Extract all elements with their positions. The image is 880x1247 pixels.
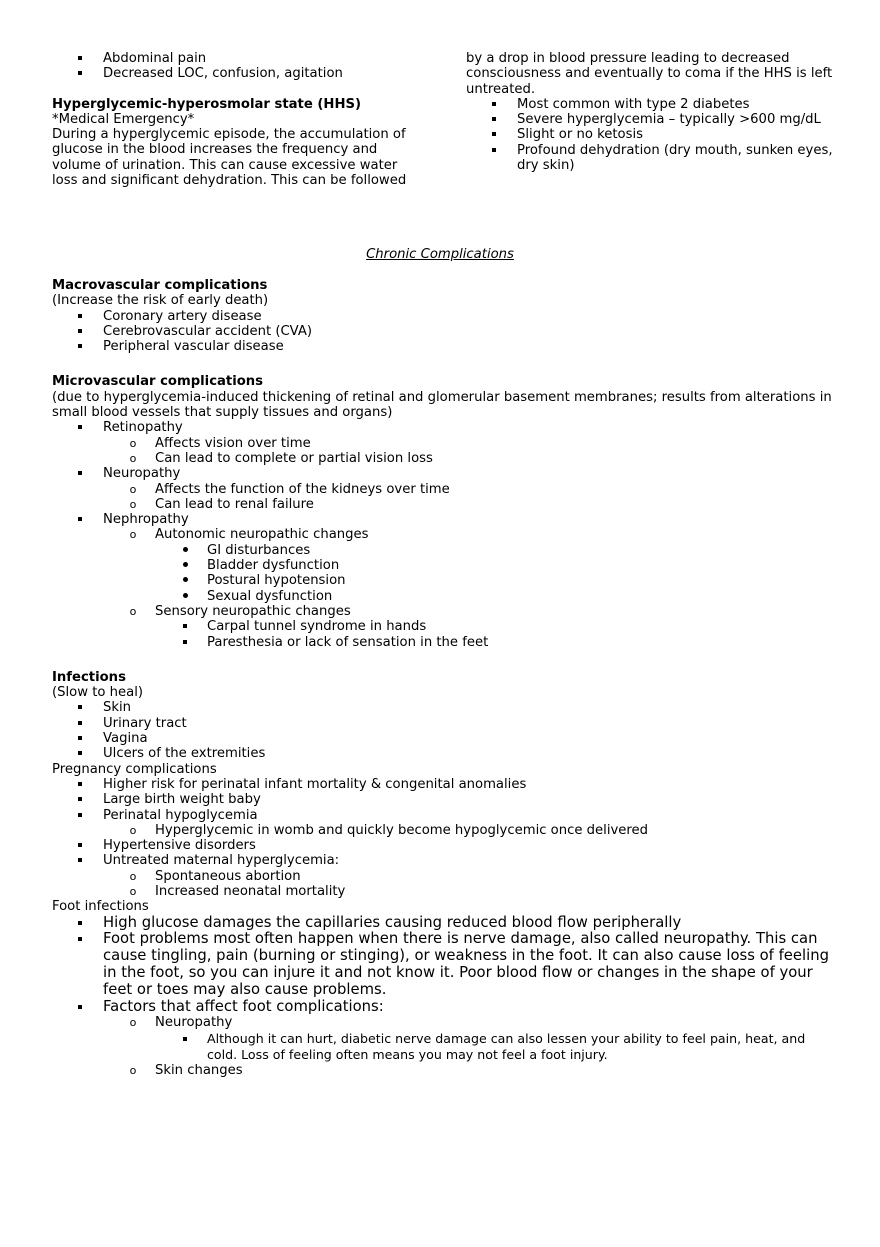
list-item: Large birth weight baby	[52, 792, 832, 807]
list-item: Higher risk for perinatal infant mortality & congenital anomalies	[52, 777, 832, 792]
list-item: o Increased neonatal mortality	[129, 883, 346, 899]
list-item: Nephropathy	[52, 512, 832, 527]
list-item: GI disturbances	[52, 543, 832, 558]
list-item: Skin	[52, 700, 832, 715]
list-item: Hypertensive disorders	[52, 838, 832, 853]
foot-list	[52, 915, 832, 1078]
list-item: Neuropathy	[52, 466, 832, 481]
macro-list	[52, 309, 832, 355]
list-item: Perinatal hypoglycemia	[52, 808, 832, 823]
list-item: Postural hypotension	[52, 573, 832, 588]
list-item: Coronary artery disease	[52, 309, 832, 324]
left-column	[52, 51, 408, 188]
list-item: Although it can hurt, diabetic nerve damage can also lessen your ability to feel pain, heat, and cold. Loss of feeling often means you may not feel a foot injury.	[52, 1031, 832, 1063]
infections-heading: Infections	[52, 669, 126, 685]
list-item: o Can lead to complete or partial vision loss	[129, 450, 433, 466]
micro-heading: Microvascular complications	[52, 374, 264, 390]
section-title: Chronic Complications	[366, 247, 514, 262]
infections-note: (Slow to heal)	[52, 685, 144, 701]
list-item: Slight or no ketosis	[466, 127, 836, 142]
hhs-paragraph-continued: by a drop in blood pressure leading to decreased consciousness and eventually to coma if the HHS is left untreated.	[466, 51, 833, 97]
list-item: Carpal tunnel syndrome in hands	[52, 619, 832, 634]
list-item: Urinary tract	[52, 716, 832, 731]
hhs-note: *Medical Emergency*	[52, 111, 195, 127]
list-item: o Affects vision over time	[129, 435, 311, 451]
list-item: Ulcers of the extremities	[52, 746, 832, 761]
hhs-heading: Hyperglycemic-hyperosmolar state (HHS)	[52, 96, 362, 112]
list-item: High glucose damages the capillaries causing reduced blood flow peripherally	[52, 915, 832, 932]
list-item: o Autonomic neuropathic changes	[129, 527, 369, 543]
infections-list	[52, 700, 832, 761]
hhs-list	[466, 97, 836, 173]
right-column	[466, 51, 836, 173]
list-item: Profound dehydration (dry mouth, sunken eyes, dry skin)	[466, 143, 836, 174]
list-item: o Hyperglycemic in womb and quickly become hypoglycemic once delivered	[129, 822, 649, 838]
list-item: o Neuropathy	[129, 1015, 233, 1031]
list-item: Abdominal pain	[52, 51, 408, 66]
foot-heading: Foot infections	[52, 899, 149, 915]
list-item: Peripheral vascular disease	[52, 339, 832, 354]
pregnancy-list	[52, 777, 832, 899]
list-item: Severe hyperglycemia – typically >600 mg/dL	[466, 112, 836, 127]
list-item: Cerebrovascular accident (CVA)	[52, 324, 832, 339]
main-content	[52, 278, 832, 1078]
macro-note: (Increase the risk of early death)	[52, 293, 269, 309]
list-item: Decreased LOC, confusion, agitation	[52, 66, 408, 81]
list-item: Vagina	[52, 731, 832, 746]
list-item: Most common with type 2 diabetes	[466, 97, 836, 112]
micro-list	[52, 420, 832, 649]
list-item: o Sensory neuropathic changes	[129, 603, 351, 619]
macro-heading: Macrovascular complications	[52, 278, 268, 293]
list-item: Paresthesia or lack of sensation in the feet	[52, 635, 832, 650]
list-item: o Affects the function of the kidneys over time	[129, 481, 450, 497]
list-item: Retinopathy	[52, 420, 832, 435]
list-item: Factors that affect foot complications:	[52, 999, 832, 1016]
list-item: Foot problems most often happen when there is nerve damage, also called neuropathy. This can cause tingling, pain (burning or stinging), or weakness in the foot. It can also cause loss of feeling in the foot, so you can injure it and not know it. Poor blood flow or changes in the shape of your feet or toes may also cause problems.	[52, 931, 832, 998]
list-item: Untreated maternal hyperglycemia:	[52, 853, 832, 868]
list-item: o Skin changes	[129, 1062, 243, 1078]
top-left-list	[52, 51, 408, 82]
pregnancy-heading: Pregnancy complications	[52, 761, 217, 777]
list-item: Sexual dysfunction	[52, 589, 832, 604]
list-item: o Spontaneous abortion	[129, 868, 301, 884]
list-item: o Can lead to renal failure	[129, 496, 314, 512]
micro-note: (due to hyperglycemia-induced thickening of retinal and glomerular basement membranes; results from alterations in small blood vessels that supply tissues and organs)	[52, 389, 832, 421]
hhs-paragraph: During a hyperglycemic episode, the accumulation of glucose in the blood increases the frequency and volume of urination. This can cause excessive water loss and significant dehydration. This can be followed	[52, 127, 407, 189]
list-item: Bladder dysfunction	[52, 558, 832, 573]
